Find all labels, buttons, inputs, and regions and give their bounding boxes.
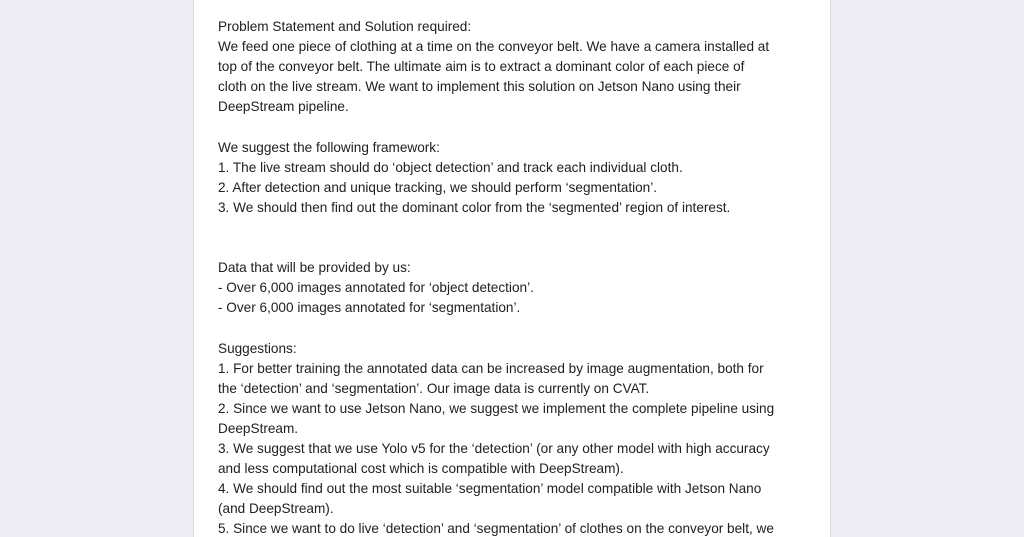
problem-line: top of the conveyor belt. The ultimate aim is to extract a dominant color of each piece of — [218, 59, 745, 75]
suggestion-line: 5. Since we want to do live ‘detection’ and ‘segmentation’ of clothes on the conveyor belt, we — [218, 521, 774, 537]
suggestion-line: DeepStream. — [218, 420, 299, 436]
document-page — [193, 0, 831, 537]
problem-line: cloth on the live stream. We want to implement this solution on Jetson Nano using their — [218, 79, 741, 95]
paragraph-spacer — [218, 117, 810, 137]
framework-heading: We suggest the following framework: — [218, 139, 440, 155]
framework-item: 3. We should then find out the dominant color from the ‘segmented’ region of interest. — [218, 199, 731, 215]
data-heading: Data that will be provided by us: — [218, 260, 411, 276]
data-item: - Over 6,000 images annotated for ‘object detection’. — [218, 280, 534, 296]
document-body — [218, 17, 810, 537]
paragraph-spacer — [218, 318, 810, 338]
suggestion-line: 1. For better training the annotated data can be increased by image augmentation, both for — [218, 360, 764, 376]
problem-line: We feed one piece of clothing at a time on the conveyor belt. We have a camera installed at — [218, 39, 770, 55]
paragraph-spacer — [218, 218, 810, 238]
framework-item: 2. After detection and unique tracking, we should perform ‘segmentation’. — [218, 179, 658, 195]
suggestion-line: the ‘detection’ and ‘segmentation’. Our image data is currently on CVAT. — [218, 380, 650, 396]
suggestion-line: 2. Since we want to use Jetson Nano, we suggest we implement the complete pipeline using — [218, 400, 775, 416]
suggestion-line: 4. We should find out the most suitable ‘segmentation’ model compatible with Jetson Nano — [218, 481, 762, 497]
suggestion-line: (and DeepStream). — [218, 501, 334, 517]
suggestion-line: and less computational cost which is compatible with DeepStream). — [218, 461, 624, 477]
data-item: - Over 6,000 images annotated for ‘segmentation’. — [218, 300, 521, 316]
suggestion-line: 3. We suggest that we use Yolo v5 for the ‘detection’ (or any other model with high accuracy — [218, 440, 770, 456]
problem-line: DeepStream pipeline. — [218, 99, 349, 115]
problem-heading: Problem Statement and Solution required: — [218, 19, 472, 34]
paragraph-spacer — [218, 238, 810, 258]
framework-item: 1. The live stream should do ‘object detection’ and track each individual cloth. — [218, 159, 683, 175]
suggestions-heading: Suggestions: — [218, 340, 297, 356]
